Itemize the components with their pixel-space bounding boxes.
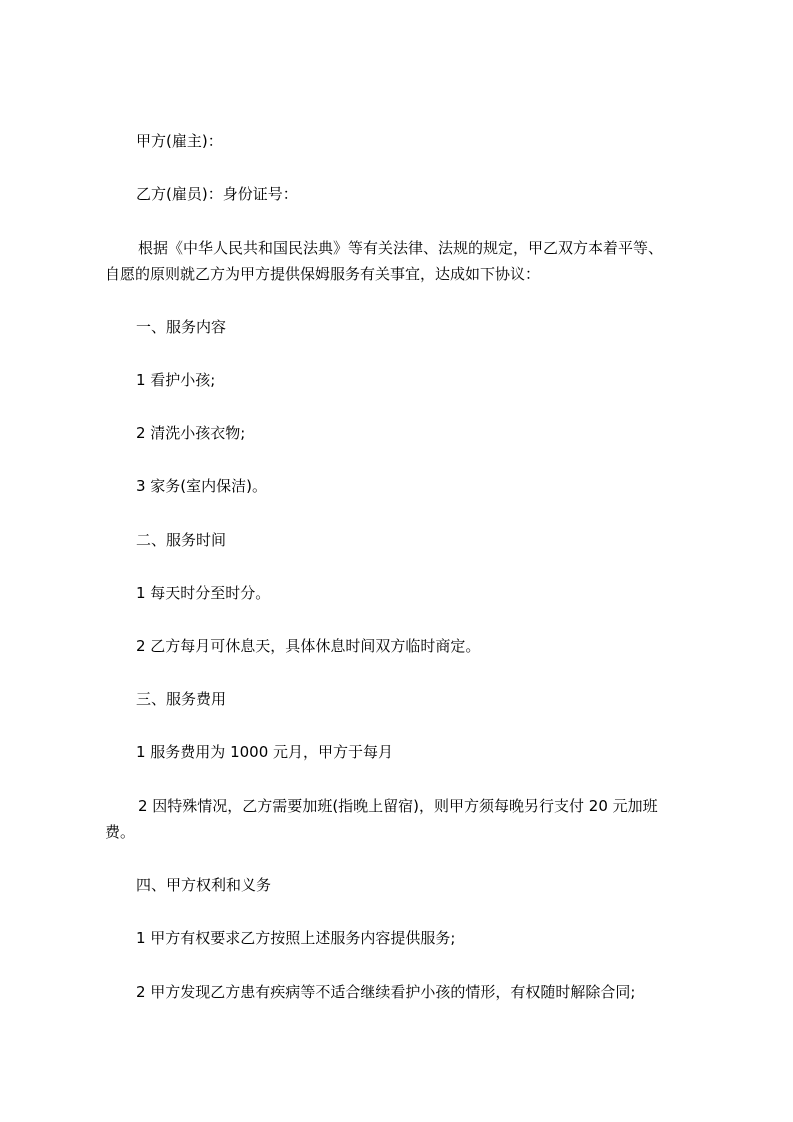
section-heading-service-content: 一、服务内容 [136, 318, 227, 336]
service-item-3: 3 家务(室内保洁)。 [136, 477, 268, 495]
rights-item-1: 1 甲方有权要求乙方按照上述服务内容提供服务; [136, 929, 456, 947]
intro-paragraph-line-1: 根据《中华人民共和国民法典》等有关法律、法规的规定，甲乙双方本着平等、 [138, 239, 664, 257]
section-heading-party-a-rights: 四、甲方权利和义务 [136, 876, 272, 894]
fee-item-2-line-1: 2 因特殊情况，乙方需要加班(指晚上留宿)，则甲方须每晚另行支付 20 元加班 [138, 797, 658, 815]
rights-item-2: 2 甲方发现乙方患有疾病等不适合继续看护小孩的情形，有权随时解除合同; [136, 983, 636, 1001]
fee-item-2-line-2: 费。 [105, 823, 136, 841]
intro-paragraph-line-2: 自愿的原则就乙方为甲方提供保姆服务有关事宜，达成如下协议： [105, 265, 541, 283]
time-item-2: 2 乙方每月可休息天，具体休息时间双方临时商定。 [136, 637, 481, 655]
party-b-line: 乙方(雇员)：身份证号： [136, 185, 298, 203]
party-a-line: 甲方(雇主)： [136, 132, 223, 150]
service-item-2: 2 清洗小孩衣物; [136, 424, 246, 442]
section-heading-service-fee: 三、服务费用 [136, 690, 227, 708]
fee-item-1: 1 服务费用为 1000 元月，甲方于每月 [136, 743, 394, 761]
service-item-1: 1 看护小孩; [136, 371, 216, 389]
time-item-1: 1 每天时分至时分。 [136, 584, 271, 602]
section-heading-service-time: 二、服务时间 [136, 531, 227, 549]
